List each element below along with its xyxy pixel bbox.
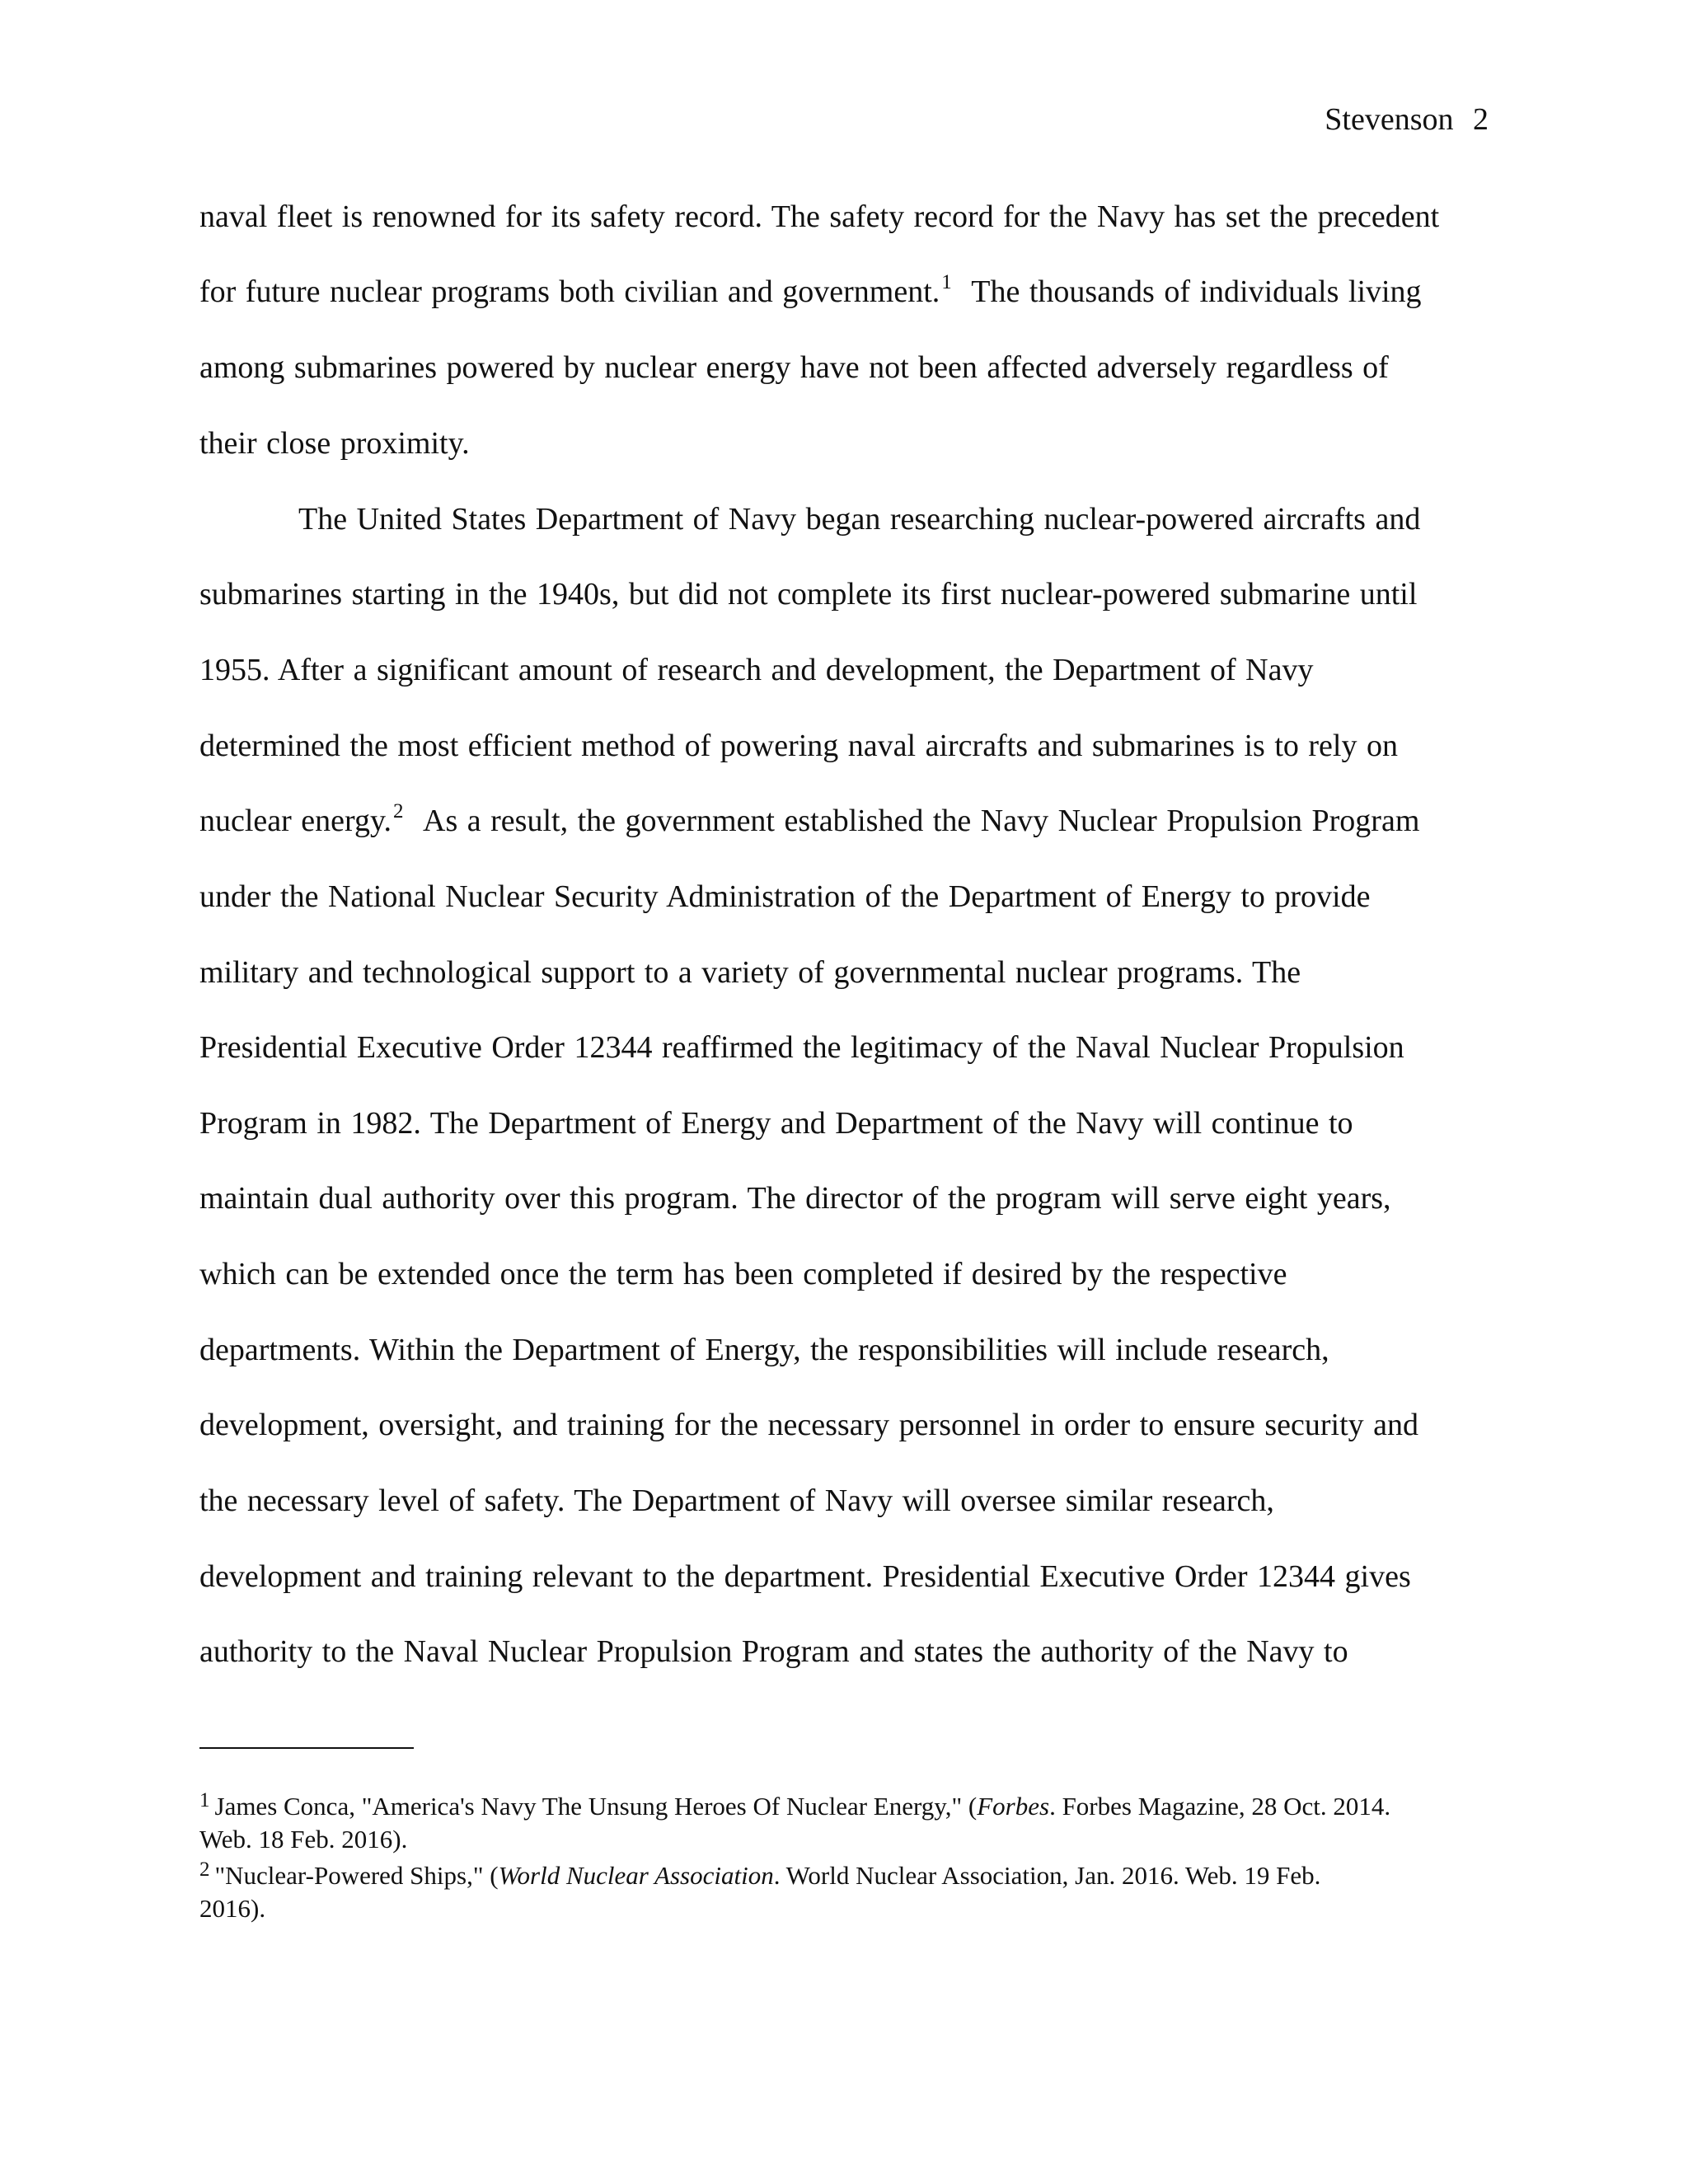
- footnote-marker-2: 2: [199, 1858, 210, 1881]
- body-line: authority to the Naval Nuclear Propulsion Program and states the authority of the Navy to: [199, 1634, 1348, 1669]
- body-line: [199, 271, 1422, 316]
- footnote-2: [199, 1859, 1320, 1895]
- body-line: under the National Nuclear Security Administration of the Department of Energy to provide: [199, 879, 1371, 914]
- body-line-text: The thousands of individuals living: [971, 274, 1422, 309]
- body-line: determined the most efficient method of powering naval aircrafts and submarines is to rely on: [199, 729, 1398, 763]
- body-line: [199, 800, 1419, 846]
- body-line: military and technological support to a variety of governmental nuclear programs. The: [199, 955, 1301, 990]
- body-line: departments. Within the Department of Energy, the responsibilities will include research,: [199, 1333, 1329, 1367]
- running-header: [1325, 99, 1489, 140]
- body-line: 1955. After a significant amount of research and development, the Department of Navy: [199, 653, 1314, 687]
- body-line: the necessary level of safety. The Department of Navy will oversee similar research,: [199, 1483, 1274, 1518]
- body-line-text: nuclear energy.: [199, 804, 392, 838]
- body-line: maintain dual authority over this program. The director of the program will serve eight years,: [199, 1181, 1391, 1216]
- body-line-text: As a result, the government established the Navy Nuclear Propulsion Program: [423, 804, 1420, 838]
- footnote-1-continued: Web. 18 Feb. 2016).: [199, 1825, 408, 1854]
- footnote-separator: [199, 1747, 414, 1749]
- header-page-number: 2: [1473, 102, 1489, 137]
- footnote-ref-1: 1: [941, 271, 952, 293]
- footnote-source-title: Forbes: [977, 1792, 1050, 1821]
- footnote-text: James Conca, "America's Navy The Unsung Heroes Of Nuclear Energy," (: [214, 1792, 978, 1821]
- header-author: Stevenson: [1325, 102, 1454, 137]
- body-line: Program in 1982. The Department of Energy and Department of the Navy will continue to: [199, 1106, 1353, 1141]
- body-line: Presidential Executive Order 12344 reaffirmed the legitimacy of the Naval Nuclear Propulsion: [199, 1030, 1404, 1065]
- body-line-text: for future nuclear programs both civilian and government.: [199, 274, 940, 309]
- body-line: among submarines powered by nuclear energy have not been affected adversely regardless of: [199, 350, 1389, 385]
- body-line: naval fleet is renowned for its safety record. The safety record for the Navy has set the precedent: [199, 199, 1440, 234]
- footnote-text: "Nuclear-Powered Ships," (: [214, 1861, 499, 1890]
- body-line: development, oversight, and training for the necessary personnel in order to ensure security and: [199, 1408, 1419, 1442]
- footnote-2-continued: 2016).: [199, 1894, 266, 1923]
- footnote-text: . Forbes Magazine, 28 Oct. 2014.: [1049, 1792, 1391, 1821]
- body-line: which can be extended once the term has been completed if desired by the respective: [199, 1257, 1287, 1291]
- body-line: submarines starting in the 1940s, but did not complete its first nuclear-powered submarine until: [199, 577, 1418, 612]
- body-line: development and training relevant to the department. Presidential Executive Order 12344 gives: [199, 1559, 1411, 1594]
- footnote-text: . World Nuclear Association, Jan. 2016. Web. 19 Feb.: [773, 1861, 1321, 1890]
- body-line: The United States Department of Navy began researching nuclear-powered aircrafts and: [298, 502, 1421, 537]
- footnote-source-title: World Nuclear Association: [498, 1861, 774, 1890]
- footnote-1: [199, 1790, 1390, 1825]
- body-line: their close proximity.: [199, 426, 470, 461]
- footnote-ref-2: 2: [393, 800, 404, 823]
- footnote-marker-1: 1: [199, 1789, 210, 1811]
